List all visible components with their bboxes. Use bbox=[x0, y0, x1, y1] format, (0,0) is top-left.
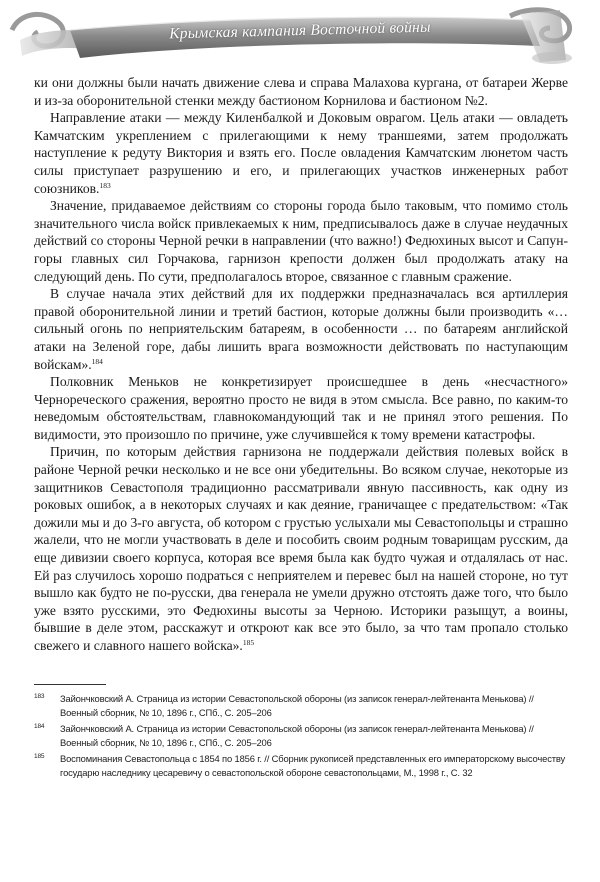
footnote bbox=[34, 752, 568, 780]
paragraph-2: Направление атаки — между Киленбалкой и Доковым оврагом. Цель атаки — овладеть Камчатским укреплением с прилегающими к нему траншеями, затем продолжать наступление к редуту Виктория и взять его. После овладения Камчатским люнетом часть силы приступает разрушению и его, и прилегающих участков инженерных работ союзников.$^{183}$ bbox=[34, 110, 568, 196]
paragraph-1: ки они должны были начать движение слева и справа Малахова кургана, от батареи Жерве и из-за оборонительной стенки между бастионом Корнилова и бастионом №2. bbox=[34, 75, 568, 108]
header-banner bbox=[0, 0, 600, 70]
running-header-title: Крымская кампания Восточной войны bbox=[169, 18, 431, 43]
footnote-text: Зайончковский А. Страница из истории Севастопольской обороны (из записок генерал-лейтенанта Менькова) // Военный сборник, № 10, 1896 г., СПб., С. 205–206 bbox=[60, 723, 534, 748]
footnote-number: 185 bbox=[34, 753, 45, 760]
footnote bbox=[34, 692, 568, 720]
paragraph-5: Полковник Меньков не конкретизирует происшедшее в день «несчастного» Чернореческого сражения, вероятно просто не видя в этом смысла. Все равно, по каким-то неведомым обстоятельствам, главнокомандующий так и не принял этого решения. По видимости, это произошло по причине, уже случившейся к тому времени катастрофы. bbox=[34, 374, 568, 442]
footnote-number: 183 bbox=[34, 693, 45, 700]
footnote-ref[interactable]: 183 bbox=[99, 180, 111, 190]
footnote-ref[interactable]: 184 bbox=[91, 356, 103, 366]
footnote-number: 184 bbox=[34, 723, 45, 730]
paragraph-6: Причин, по которым действия гарнизона не поддержали действия полевых войск в районе Черной речки несколько и не все они убедительны. Во всяком случае, некоторые из защитников Севастополя традиционно рассматривали явную пассивность, как одну из роковых ошибок, а в некоторых случаях и как деяние, граничащее с предательством: «Так дожили мы и до 3-го августа, об котором с грустью услыхали мы Севастопольцы и страшно жалели, что не могли участвовать в деле и пособить своим родным товарищам русским, да еще дивизии своего корпуса, которая все время была как будто чужая и отдалялась от нас. Ей раз случилось хорошо подраться с неприятелем и перевес был на нашей стороне, но тут вышло как будто не по-русски, два генерала не умели дружно отстоять даже того, что было уже взято русскими, это Федюхины высоты за Черною. Историки разыщут, а воины, бывшие в деле этом, расскажут и откроют как все это было, за что там пропало столько свежего и славного нашего войска».$^{185}$ bbox=[34, 444, 568, 653]
footnote-divider bbox=[34, 684, 106, 685]
footnote-ref[interactable]: 185 bbox=[242, 638, 255, 647]
footnote bbox=[34, 722, 568, 750]
paragraph-4: В случае начала этих действий для их поддержки предназначалась вся артиллерия правой оборонительной линии и третий бастион, которые должны были производить «…сильный огонь по неприятельским батареям, в особенности … по батареям английской атаки на Зеленой горе, дабы лишить врага возможности действовать по наступающим войскам».$^{184}$ bbox=[34, 286, 568, 372]
body-text bbox=[34, 74, 568, 655]
footnote-text: Воспоминания Севастопольца с 1854 по 1856 г. // Сборник рукописей представленных его императорскому высочеству государю наследнику цесаревичу о севастопольской обороне севастопольцами, М., 1998 г., С. 32 bbox=[60, 753, 566, 778]
footnotes bbox=[34, 692, 568, 782]
footnote-text: Зайончковский А. Страница из истории Севастопольской обороны (из записок генерал-лейтенанта Менькова) // Военный сборник, № 10, 1896 г., СПб., С. 205–206 bbox=[60, 693, 534, 718]
paragraph-3: Значение, придаваемое действиям со стороны города было таковым, что помимо столь значительного числа войск привлекаемых к ним, предписывалось даже в случае неудачных действий со стороны Черной речки в направлении (что важно!) Федюхиных высот и Сапун-горы главных сил Горчакова, гарнизон крепости должен был продолжать атаку на следующий день. По сути, предполагалось второе, связанное с главным сражение. bbox=[34, 198, 568, 284]
